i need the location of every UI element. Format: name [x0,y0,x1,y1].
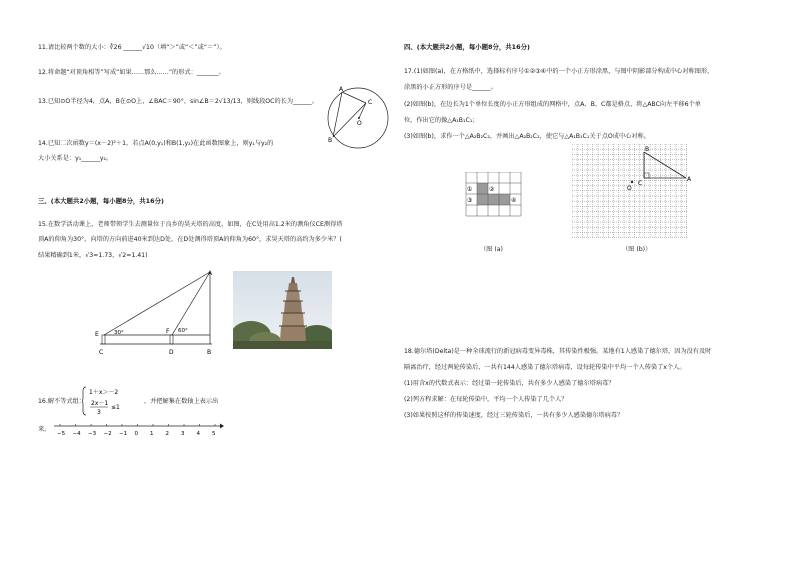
label-c: C [368,99,373,106]
tick-label: −5 [57,431,66,437]
grid-a [465,172,523,218]
question-18-sub3: (3)如果按照这样的传染速度，经过三轮传染后，一共有多少人感染德尔塔病毒？ [404,412,624,419]
question-18-line1: 18.德尔塔(Delta)是一种全球流行的新冠病毒变异毒株，其传染性极强。某地有1人感染了德尔塔，因为没有及时 [404,348,712,355]
label-d: D [169,349,174,356]
caption-a: （图 (a) [480,246,503,253]
tick-label: −3 [88,431,97,437]
axis-arrow [220,424,224,429]
cell-2: ② [489,186,495,193]
tick-label: 0 [134,431,138,437]
shaded-cell [477,194,488,205]
tick-label: −1 [119,431,128,437]
question-15-line1: 15.在数学活动课上，老师带领学生去测量位于良乡的昊天塔的高度。如图，在C处用高1.2米的测角仪CE测得塔 [38,221,343,228]
segment-ab [333,92,342,137]
brace [82,387,86,415]
angle-60: 60° [178,328,188,334]
label-a: A [339,86,344,93]
cell-4: ④ [511,197,517,204]
grid-b [572,144,692,240]
question-18-line2: 隔离治疗，经过两轮传染后，一共有144人感染了德尔塔病毒，设每轮传染中平均一个人传染了x个人。 [404,364,686,371]
question-12: 12.将命题“对顶角相等”写成“如果……那么……”的形式：_______。 [38,69,225,76]
label-b: B [328,137,333,144]
instrument-d [170,335,173,344]
question-16-end: 来。 [38,426,51,433]
line-ea [104,272,210,335]
question-15-line2: 顶A的仰角为30°，向塔的方向前进40米到达D处，在D处测得塔顶A的仰角为60°，求昊天塔的高约为多少米？( [38,236,342,243]
label-a: A [687,176,692,183]
tick-label: 3 [181,431,185,437]
question-18-sub1: (1)用含x的代数式表示：经过第一轮传染后，共有多少人感染了德尔塔病毒？ [404,380,615,387]
cell-1: ① [467,186,473,193]
label-b: B [645,146,650,153]
inequality-1: 1＋x＞－2 [89,389,119,396]
tick-label: −2 [103,431,112,437]
label-a: A [208,270,213,277]
tower-figure [90,266,220,358]
tick-label: 4 [196,431,200,437]
caption-b: （图 (b)） [622,246,652,253]
question-17-line2: 涂黑的小正方形的序号是______。 [404,84,497,91]
question-14-line1: 14.已知二次函数y＝(x－2)²＋1，若点A(0,y₁)和B(1,y₂)在此函数图象上，则y₁与y₂的 [38,140,274,147]
segment-ac [342,92,366,103]
question-16-suffix: ，并把解集在数轴上表示出 [144,398,219,405]
tick-label: 5 [212,431,216,437]
circle-figure [322,82,392,152]
question-17-line1: 17.(1)如图(a)，在方格纸中，选择标有序号①②③④中的一个小正方形涂黑，与图中阴影部分构成中心对称图形， [404,68,714,75]
shaded-cell [488,194,499,205]
segment-co [359,103,366,118]
shaded-cell [499,194,510,205]
inequality-2-numerator: 2x－1 [91,400,109,407]
label-f: F [166,328,170,335]
question-17-line4: 位，作出它的像△A₁B₁C₁； [404,117,479,124]
question-17-line3: (2)如图(b)，在边长为1个单位长度的小正方形组成的网格中，点A、B、C都是格点，将△ABC向左平移6个单 [404,101,701,108]
inequality-2-rhs: ≤1 [111,404,120,411]
instrument-c [102,335,105,344]
label-b: B [207,349,212,356]
section-4-heading: 四、(本大题共2小题，每小题8分，共16分) [404,43,530,51]
right-angle [644,173,649,178]
triangle-side-ba [644,152,686,178]
question-16-prefix: 16.解不等式组： [38,398,85,405]
inequality-system [82,385,142,417]
question-15-line3: 结果精确到1米，√3≈1.73，√2≈1.41) [38,252,148,259]
tick-label: −4 [72,431,81,437]
tick-label: 1 [150,431,154,437]
number-line [52,420,227,442]
question-18-sub2: (2)列方程求解：在每轮传染中，平均一个人传染了几个人？ [404,396,568,403]
label-c: C [99,349,104,356]
tick-label: 2 [165,431,169,437]
center-dot [358,117,360,119]
section-3-heading: 三、(本大题共2小题，每小题8分，共16分) [38,197,164,205]
question-11: 11.请比较两个数的大小：∛26 ______√10（填“＞”或“＜”或“＝”）。 [38,44,226,51]
question-13: 13.已知⊙O半径为4，点A，B在⊙O上，∠BAC＝90°，sin∠B＝2√13/13，则线段OC的长为______。 [38,98,318,105]
line-fa [172,272,210,335]
question-14-line2: 大小关系是：y₁______y₂。 [38,155,113,162]
label-o: O [357,120,362,127]
angle-30: 30° [114,330,124,336]
label-o: O [627,185,632,192]
label-e: E [95,331,99,338]
question-17-line5: (3)如图(b)，求作一个△A₂B₂C₂，并画出△A₂B₂C₂，使它与△A₁B₁C₁关于点O成中心对称。 [404,133,650,140]
inequality-2-denominator: 3 [97,409,101,416]
point-o [631,181,633,183]
cell-3: ③ [467,197,473,204]
shaded-cell [477,183,488,194]
label-c: C [638,180,643,187]
tower-photo [233,271,332,349]
